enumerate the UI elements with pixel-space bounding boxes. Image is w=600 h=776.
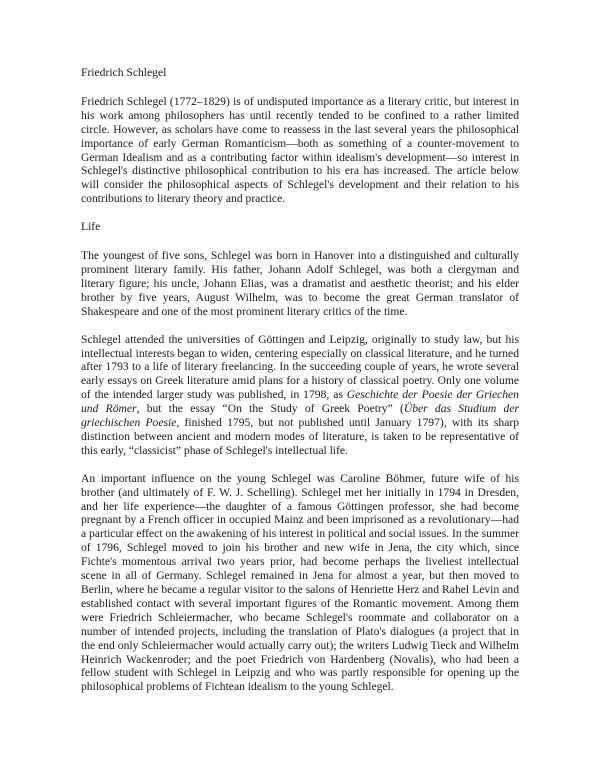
section-heading-life: Life xyxy=(81,220,101,234)
intro-paragraph: Friedrich Schlegel (1772–1829) is of undisputed importance as a literary critic, but interest in his work among philosophers has until recently tended to be confined to a rather limited circle. However, as scholars have come to reassess in the last several years the philosophical importance of early German Romanticism—both as something of a counter-movement to German Idealism and as a contributing factor within idealism's development—so interest in Schlegel's distinctive philosophical contribution to his era has increased. The article below will consider the philosophical aspects of Schlegel's development and their relation to his contributions to literary theory and practice. xyxy=(81,94,519,206)
book-title: Geschichte der Poesie der Griechen und Römer xyxy=(81,388,519,416)
document-page xyxy=(81,66,519,708)
paragraph-text: Schlegel attended the universities of Göttingen and Leipzig, originally to study law, but his intellectual interests began to widen, centering especially on classical literature, and he turned after 1793 to a life of literary freelancing. In the succeeding couple of years, he wrote several early essays on Greek literature amid plans for a history of classical poetry. Only one volume of the intended larger study was published, in 1798, as xyxy=(81,332,519,402)
life-paragraph-3: An important influence on the young Schlegel was Caroline Böhmer, future wife of his brother (and ultimately of F. W. J. Schelling). Schlegel met her initially in 1794 in Dresden, and her life experience—the daughter of a famous Göttingen professor, she had become pregnant by a French officer in occupied Mainz and been imprisoned as a revolutionary—had a particular effect on the awakening of his interest in political and social issues. In the summer of 1796, Schlegel moved to join his brother and new wife in Jena, the city which, since Fichte's momentous arrival two years prior, had become perhaps the liveliest intellectual scene in all of Germany. Schlegel remained in Jena for almost a year, but then moved to Berlin, where he became a regular visitor to the salons of Henriette Herz and Rahel Levin and established contact with several important figures of the Romantic movement. Among them were Friedrich Schleiermacher, who became Schlegel's roommate and collaborator on a number of intended projects, including the translation of Plato's dialogues (a project that in the end only Schleiermacher would actually carry out); the writers Ludwig Tieck and Wilhelm Heinrich Wackenroder; and the poet Friedrich von Hardenberg (Novalis), who had been a fellow student with Schlegel in Leipzig and who was partly responsible for opening up the philosophical problems of Fichtean idealism to the young Schlegel. xyxy=(81,471,519,694)
essay-title: Über das Studium der griechischen Poesie xyxy=(81,402,519,430)
life-paragraph-2 xyxy=(81,333,519,458)
paragraph-text: , finished 1795, but not published until January 1797), with its sharp distinction between ancient and modern modes of literature, is taken to be representative of this early, “classicist” phase of Schlegel's intellectual life. xyxy=(81,416,519,457)
paragraph-text: , but the essay “On the Study of Greek Poetry” ( xyxy=(136,402,404,416)
life-paragraph-1: The youngest of five sons, Schlegel was born in Hanover into a distinguished and culturally prominent literary family. His father, Johann Adolf Schlegel, was both a clergyman and literary figure; his uncle, Johann Elias, was a dramatist and aesthetic theorist; and his elder brother by five years, August Wilhelm, was to become the great German translator of Shakespeare and one of the most prominent literary critics of the time. xyxy=(81,249,519,318)
document-title: Friedrich Schlegel xyxy=(81,66,167,79)
